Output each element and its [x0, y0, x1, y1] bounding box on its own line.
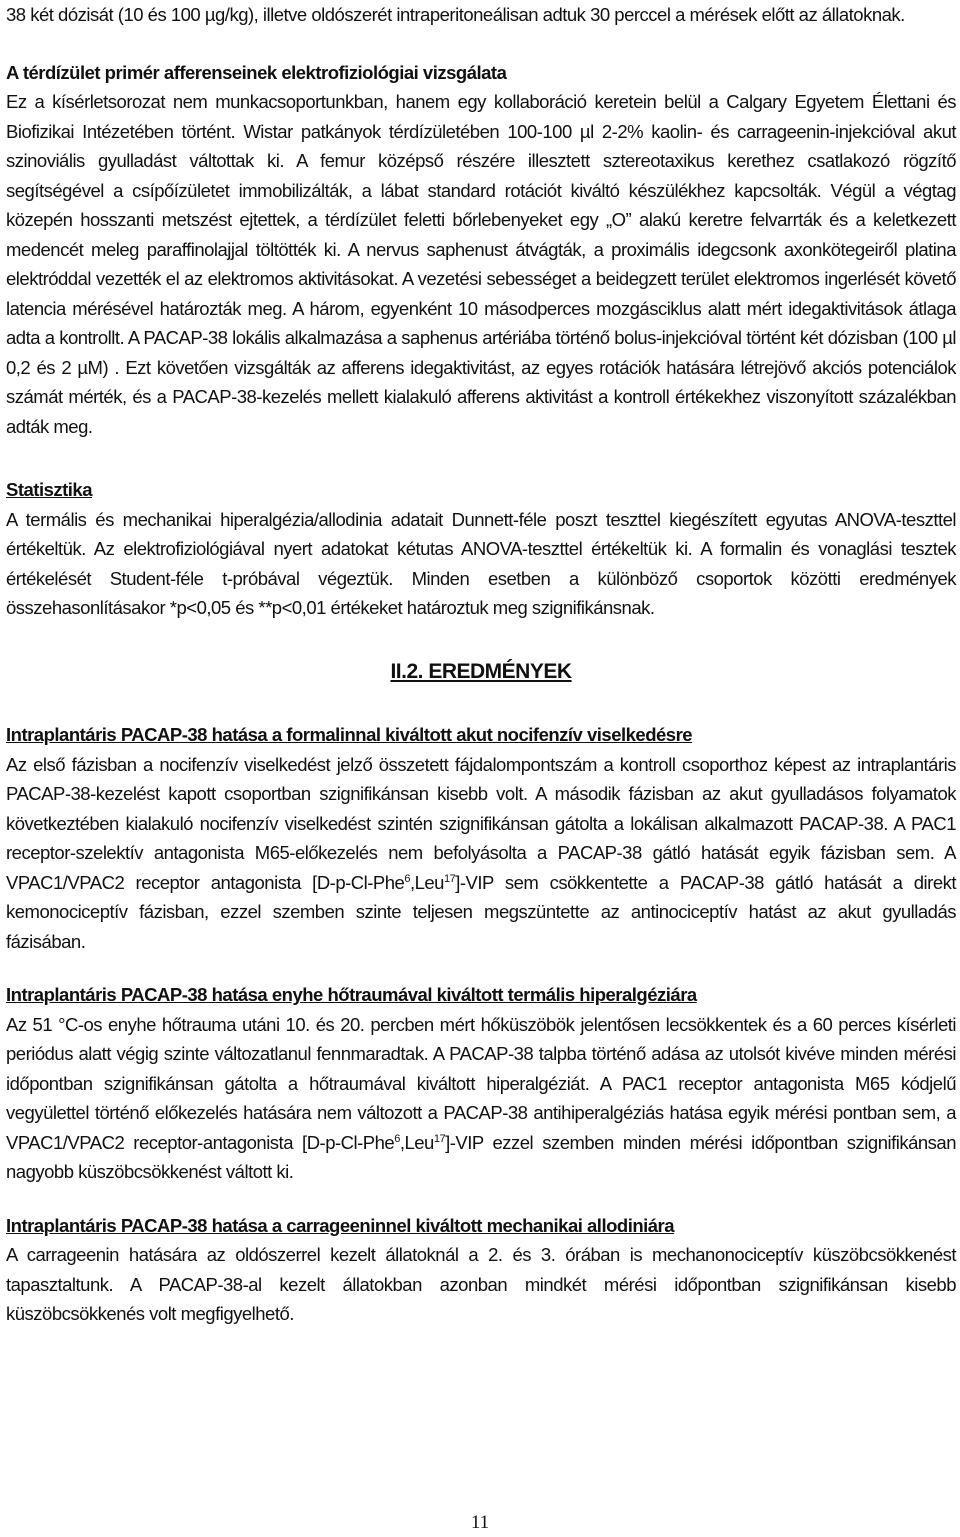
- formalin-paragraph: [6, 750, 956, 957]
- carrageenin-paragraph: A carrageenin hatására az oldószerrel kezelt állatoknál a 2. és 3. órában is mechanonociceptív küszöbcsökkenést tapasztaltunk. A PACAP-38-al kezelt állatokban azonban mindkét mérési időpontban szignifikánsan kisebb küszöbcsökkenés volt megfigyelhető.: [6, 1244, 956, 1324]
- thermal-paragraph: [6, 1010, 956, 1187]
- statistics-paragraph: A termális és mechanikai hiperalgézia/allodinia adatait Dunnett-féle poszt teszttel kiegészített egyutas ANOVA-teszttel értékeltük. Az elektrofiziológiával nyert adatokat kétutas ANOVA-teszttel értékeltük ki. A formalin és vonaglási tesztek értékelését Student-féle t-próbával végeztük. Minden esetben a különböző csoportok közötti eredmények összehasonlításakor *p<0,05 és **p<0,01 értékeket határoztuk meg szignifikánsnak.: [6, 508, 956, 618]
- formalin-text-part1: Az első fázisban a nocifenzív viselkedést jelző összetett fájdalompontszám a kontroll csoporthoz képest az intraplantáris PACAP-38-kezelést kapott csoportban szignifikánsan kisebb volt. A második fázisban az akut gyulladásos folyamatok következtében kialakuló nocifenzív viselkedést szintén szignifikánsan gátolta a lokálisan alkalmazott PACAP-38. A PAC1 receptor-szelektív antagonista M65-előkezelés nem befolyásolta a PACAP-38 gátló hatását egyik fázisban sem. A VPAC1/VPAC2 receptor antagonista [D-p-Cl-Phe: [6, 753, 956, 893]
- thermal-sup-phe: 6: [394, 1132, 400, 1145]
- thermal-heading: Intraplantáris PACAP-38 hatása enyhe hőtraumával kiváltott termális hiperalgéziára: [6, 984, 697, 1005]
- formalin-text-part2: ]-VIP sem csökkentette a PACAP-38 gátló hatását a direkt kemonociceptív fázisban, ezzel szemben szinte teljesen megszüntette az antinociceptív hatást az akut gyulladás fázisában.: [6, 871, 956, 952]
- formalin-heading: Intraplantáris PACAP-38 hatása a formalinnal kiváltott akut nocifenzív viselkedésre: [6, 724, 693, 745]
- document-page: [6, 0, 956, 1329]
- formalin-text-leu: ,Leu: [409, 871, 444, 893]
- electrophysiology-paragraph: Ez a kísérletsorozat nem munkacsoportunkban, hanem egy kollaboráció keretein belül a Calgary Egyetem Élettani és Biofizikai Intézetében történt. Wistar patkányok térdízületében 100-100 µl 2-2% kaolin- és carrageenin-injekcióval akut szinoviális gyulladást váltottak ki. A femur középső részére illesztett sztereotaxikus kerethez csatlakozó rögzítő segítségével a csípőízületet immobilizálták, a lábat standard rotációt kiváltó készülékhez kapcsolták. Végül a végtag közepén hosszanti metszést ejtettek, a térdízület feletti bőrlebenyeket egy „O” alakú keretre felvarrták és a keletkezett medencét meleg paraffinolajjal töltötték ki. A nervus saphenust átvágták, a proximális idegcsonk axonkötegeiről platina elektróddal vezették el az elektromos aktivitásokat. A vezetési sebességet a beidegzett terület elektromos ingerlését követő latencia mérésével határozták meg. A három, egyenként 10 másodperces mozgásciklus alatt mért idegaktivitások átlaga adta a kontrollt. A PACAP-38 lokális alkalmazása a saphenus artériába történő bolus-injekcióval történt két dózisban (100 µl 0,2 és 2 µM) . Ezt követően vizsgálták az afferens idegaktivitást, az egyes rotációk hatására létrejövő akciós potenciálok számát mérték, és a PACAP-38-kezelés mellett kialakuló afferens aktivitást a kontroll értékekhez viszonyított százalékban adták meg.: [6, 91, 956, 437]
- statistics-heading: Statisztika: [6, 479, 93, 500]
- thermal-text-part1: Az 51 °C-os enyhe hőtrauma utáni 10. és 20. percben mért hőküszöbök jelentősen lecsökkentek és a 60 perces kísérleti periódus alatt végig szinte változatlanul fennmaradtak. A PACAP-38 talpba történő adása az utolsót kivéve minden mérési időpontban szignifikánsan gátolta a hőtraumával kiváltott hiperalgéziát. A PAC1 receptor antagonista M65 kódjelű vegyülettel történő előkezelés hatására nem változott a PACAP-38 antihiperalgéziás hatása egyik mérési pontban sem, a VPAC1/VPAC2 receptor-antagonista [D-p-Cl-Phe: [6, 1013, 956, 1153]
- formalin-sup-leu: 17: [443, 872, 456, 885]
- thermal-text-leu: ,Leu: [399, 1131, 434, 1153]
- electrophysiology-heading: A térdízület primér afferenseinek elektrofiziológiai vizsgálata: [6, 61, 507, 83]
- results-title: II.2. EREDMÉNYEK: [390, 659, 572, 683]
- thermal-sup-leu: 17: [433, 1132, 446, 1145]
- formalin-sup-phe: 6: [404, 872, 410, 885]
- page-number: 11: [470, 1512, 490, 1533]
- thermal-text-part2: ]-VIP ezzel szemben minden mérési időpontban szignifikánsan nagyobb küszöbcsökkenést váltott ki.: [6, 1131, 957, 1182]
- carrageenin-heading: Intraplantáris PACAP-38 hatása a carrageeninnel kiváltott mechanikai allodiniára: [6, 1214, 675, 1236]
- intro-paragraph: 38 két dózisát (10 és 100 µg/kg), illetve oldószerét intraperitoneálisan adtuk 30 perccel a mérések előtt az állatoknak.: [6, 4, 905, 25]
